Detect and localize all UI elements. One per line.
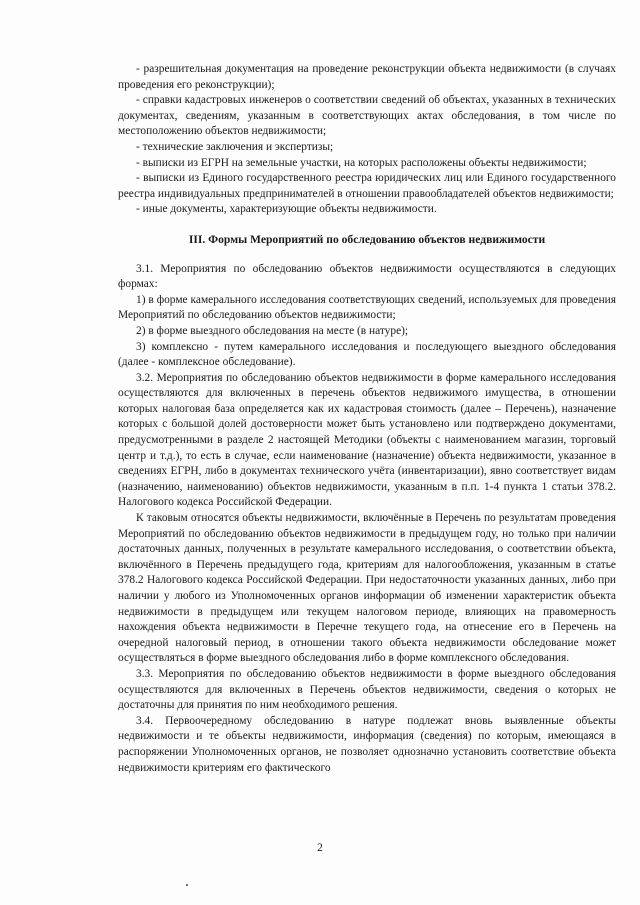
bullet-item: - разрешительная документация на проведение реконструкции объекта недвижимости (в случаях проведения его реконструкции);: [118, 63, 616, 91]
bullet-item: - иные документы, характеризующие объекты недвижимости.: [136, 203, 437, 216]
section-heading: III. Формы Мероприятий по обследованию объектов недвижимости: [188, 232, 546, 246]
paragraph: 2) в форме выездного обследования на месте (в натуре);: [136, 324, 409, 337]
paragraph: 1) в форме камерального исследования соответствующих сведений, используемых для проведения Мероприятий по обследованию объектов недвижимости;: [118, 293, 616, 322]
bullet-item: - выписки из Единого государственного реестра юридических лиц или Единого государственного реестра индивидуальных предпринимателей в отношении правообладателей объектов недвижимости;: [118, 172, 616, 200]
bullet-item: - справки кадастровых инженеров о соответствии сведений об объектах, указанных в технических документах, сведениям, указанным в соответствующих актах обследования, в том числе по местоположению объектов недвижимости;: [118, 94, 616, 138]
scan-speck: [186, 884, 188, 886]
bullet-item: - технические заключения и экспертизы;: [136, 140, 334, 153]
paragraph: 3.4. Первоочередному обследованию в натуре подлежат вновь выявленные объекты недвижимости и те объекты недвижимости, информация (сведения) по которым, имеющаяся в распоряжении Уполномоченных органов, не позволяет однозначно установить соответствие объекта недвижимости критериям его фактического: [118, 714, 616, 774]
paragraph: 3.1. Мероприятия по обследованию объектов недвижимости осуществляются в следующих формах:: [118, 262, 616, 291]
paragraph: 3) комплексно - путем камерального исследования и последующего выездного обследования (далее - комплексное обследование).: [118, 340, 616, 369]
paragraph: 3.3. Мероприятия по обследованию объектов недвижимости в форме выездного обследования осуществляются для включенных в Перечень объектов недвижимости, сведения о которых не достаточны для принятия по ним необходимого решения.: [118, 667, 616, 712]
page-number: 2: [317, 842, 323, 854]
page-body: [118, 62, 616, 776]
paragraph: К таковым относятся объекты недвижимости, включённые в Перечень по результатам проведения Мероприятий по обследованию объектов недвижимости в предыдущем году, но только при наличии достаточных данных, полученных в результате камерального исследования, о соответствии объекта, включённого в Перечень предыдущего года, критериям для налогообложения, указанным в статье 378.2 Налогового кодекса Российской Федерации. При недостаточности указанных данных, либо при наличии у любого из Уполномоченных органов информации об изменении характеристик объекта недвижимости в предыдущем или текущем налоговом периоде, влияющих на правомерность нахождения объекта недвижимости в Перечне текущего года, на отнесение его в Перечень на очередной налоговый период, в отношении такого объекта недвижимости обследование может осуществляться в форме выездного обследования либо в форме комплексного обследования.: [118, 512, 616, 665]
bullet-item: - выписки из ЕГРН на земельные участки, на которых расположены объекты недвижимости;: [136, 156, 587, 169]
paragraph: 3.2. Мероприятия по обследованию объектов недвижимости в форме камерального исследования осуществляются для включенных в перечень объектов недвижимого имущества, в отношении которых налоговая база определяется как их кадастровая стоимость (далее – Перечень), назначение которых с большой долей достоверности может быть установлено или подтверждено документами, предусмотренными в разделе 2 настоящей Методики (объекты с наименованием магазин, торговый центр и т.д.), то есть в случае, если наименование (назначение) объекта недвижимости, указанное в сведениях ЕГРН, либо в документах технического учёта (инвентаризации), явно соответствует видам (назначению, наименованию) объектов недвижимости, указанным в п.п. 1-4 пункта 1 статьи 378.2. Налогового кодекса Российской Федерации.: [118, 371, 616, 509]
